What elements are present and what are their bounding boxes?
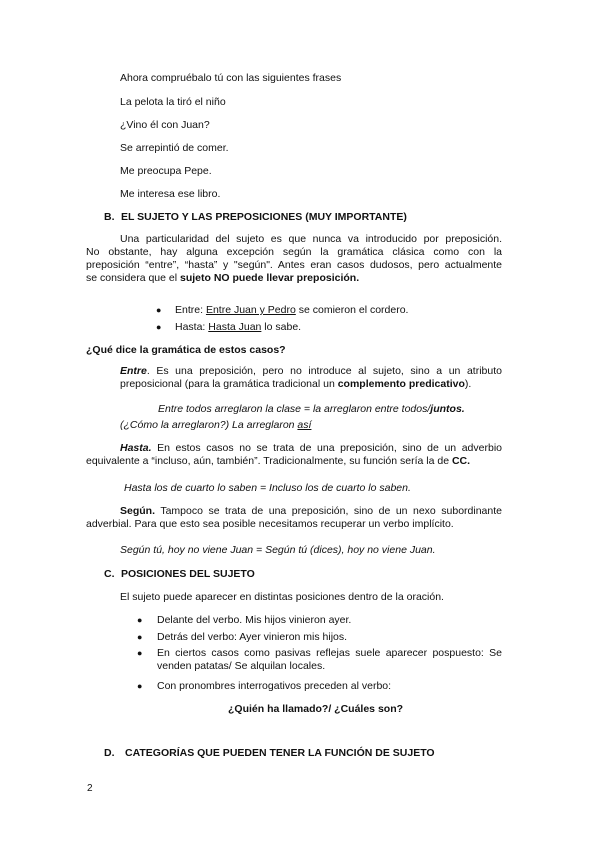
segun-paragraph bbox=[86, 505, 502, 531]
practice-sentence: La pelota la tiró el niño bbox=[120, 96, 226, 108]
entre-text: preposicional (para la gramática tradicional un bbox=[120, 378, 338, 390]
section-b-paragraph bbox=[86, 233, 502, 285]
practice-sentence: Me preocupa Pepe. bbox=[120, 165, 212, 177]
paragraph-line: No obstante, hay alguna excepción según la gramática clásica como con la bbox=[86, 246, 502, 258]
example-text: Según tú, hoy no viene Juan = Según tú (dices), hoy no viene Juan. bbox=[120, 544, 436, 556]
entre-term: Entre bbox=[120, 365, 147, 377]
bullet-item bbox=[175, 304, 408, 317]
question-heading: ¿Qué dice la gramática de estos casos? bbox=[86, 344, 286, 356]
entre-example bbox=[158, 403, 502, 416]
entre-example bbox=[120, 419, 311, 432]
section-b-title: EL SUJETO Y LAS PREPOSICIONES (MUY IMPORTANTE) bbox=[121, 211, 407, 223]
example-text: (¿Cómo la arreglaron?) La arreglaron bbox=[120, 419, 298, 431]
paragraph-line: preposición “entre”, “hasta” y "según". Antes eran casos dudosos, pero actualmente bbox=[86, 259, 502, 271]
bullet-underlined: Hasta Juan bbox=[208, 321, 262, 333]
entre-bold: complemento predicativo bbox=[337, 378, 465, 390]
example-bold: juntos. bbox=[430, 403, 465, 415]
hasta-bold: CC. bbox=[451, 455, 471, 467]
paragraph-line: adverbial. Para que esto sea posible necesitamos recuperar un verbo implícito. bbox=[86, 518, 454, 530]
hasta-term: Hasta. bbox=[120, 442, 152, 454]
paragraph-line bbox=[120, 378, 502, 391]
practice-sentence: ¿Vino él con Juan? bbox=[120, 119, 210, 131]
bullet-label: Hasta: bbox=[175, 321, 209, 333]
bullet-icon: ● bbox=[137, 681, 143, 691]
entre-text: ). bbox=[464, 378, 472, 390]
bullet-label: Entre: bbox=[175, 304, 206, 316]
example-text: Hasta los de cuarto lo saben = Incluso los de cuarto lo saben. bbox=[124, 482, 411, 494]
paragraph-line: Una particularidad del sujeto es que nunca va introducido por preposición. bbox=[120, 233, 502, 245]
bullet-icon: ● bbox=[156, 322, 162, 332]
practice-sentence: Se arrepintió de comer. bbox=[120, 142, 229, 154]
bullet-icon: ● bbox=[137, 648, 143, 658]
section-b-letter: B. bbox=[104, 211, 115, 223]
example-underlined: así bbox=[297, 419, 312, 431]
segun-example bbox=[120, 544, 436, 557]
segun-text: Tampoco se trata de una preposición, sino de un nexo subordinante bbox=[155, 505, 502, 517]
section-c-title: POSICIONES DEL SUJETO bbox=[121, 568, 255, 580]
practice-sentence: Me interesa ese libro. bbox=[120, 188, 221, 200]
paragraph-line bbox=[86, 442, 502, 455]
hasta-example bbox=[124, 482, 411, 495]
bullet-icon: ● bbox=[137, 632, 143, 642]
bullet-rest: se comieron el cordero. bbox=[295, 304, 409, 316]
paragraph-line bbox=[86, 455, 502, 468]
paragraph-line bbox=[120, 365, 502, 378]
hasta-paragraph bbox=[86, 442, 502, 468]
interrogative-example: ¿Quién ha llamado?/ ¿Cuáles son? bbox=[228, 703, 404, 715]
paragraph-text: se considera que el bbox=[86, 272, 180, 284]
bullet-icon: ● bbox=[137, 615, 143, 625]
segun-term: Según. bbox=[120, 505, 156, 517]
section-d-title: CATEGORÍAS QUE PUEDEN TENER LA FUNCIÓN DE SUJETO bbox=[125, 747, 435, 759]
hasta-text: equivalente a “incluso, aún, también”. Tradicionalmente, su función sería la de bbox=[86, 455, 452, 467]
bullet-icon: ● bbox=[156, 305, 162, 315]
bullet-item bbox=[175, 321, 301, 334]
entre-text: . Es una preposición, pero no introduce al sujeto, sino a un atributo bbox=[146, 365, 502, 377]
paragraph-line bbox=[86, 272, 502, 285]
paragraph-line bbox=[86, 505, 502, 518]
bullet-item: Detrás del verbo: Ayer vinieron mis hijos. bbox=[157, 631, 348, 643]
bullet-item: En ciertos casos como pasivas reflejas suele aparecer pospuesto: Se venden patatas/ Se alquilan locales. bbox=[157, 647, 502, 672]
example-text: Entre todos arreglaron la clase = la arreglaron entre todos/ bbox=[158, 403, 431, 415]
bullet-underlined: Entre Juan y Pedro bbox=[205, 304, 296, 316]
bullet-item: Delante del verbo. Mis hijos vinieron ayer. bbox=[157, 614, 352, 626]
entre-paragraph bbox=[120, 365, 502, 391]
hasta-text: En estos casos no se trata de una preposición, sino de un adverbio bbox=[151, 442, 502, 454]
bullet-rest: lo sabe. bbox=[261, 321, 302, 333]
section-c-letter: C. bbox=[104, 568, 115, 580]
section-c-intro: El sujeto puede aparecer en distintas posiciones dentro de la oración. bbox=[120, 591, 444, 603]
paragraph-bold: sujeto NO puede llevar preposición. bbox=[179, 272, 360, 284]
practice-intro: Ahora compruébalo tú con las siguientes frases bbox=[120, 72, 342, 84]
page-number: 2 bbox=[87, 783, 93, 794]
section-d-letter: D. bbox=[104, 747, 115, 759]
bullet-item: Con pronombres interrogativos preceden al verbo: bbox=[157, 680, 392, 692]
